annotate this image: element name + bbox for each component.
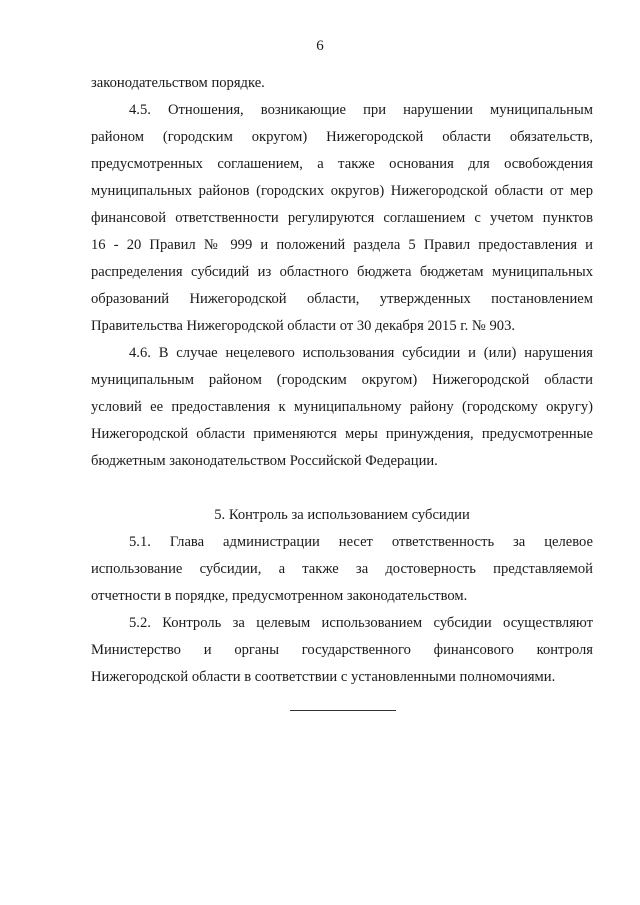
text-line: предусмотренных соглашением, а также основания для освобождения <box>91 156 593 172</box>
text-line: использование субсидии, а также за достоверность представляемой <box>91 561 593 577</box>
text-line: муниципальных районов (городских округов) Нижегородской области от мер <box>91 183 593 199</box>
text-line: законодательством порядке. <box>91 75 265 91</box>
text-line: 4.5. Отношения, возникающие при нарушении муниципальным <box>129 102 593 118</box>
section-title: 5. Контроль за использованием субсидии <box>214 507 470 523</box>
text-line: финансовой ответственности регулируются соглашением с учетом пунктов <box>91 210 593 226</box>
spacer <box>91 475 593 502</box>
text-line: Нижегородской области применяются меры принуждения, предусмотренные <box>91 426 593 442</box>
page-number: 6 <box>316 38 324 54</box>
text-line: 5.2. Контроль за целевым использованием субсидии осуществляют <box>129 615 593 631</box>
end-divider-line <box>290 710 396 711</box>
paragraph-4-5 <box>91 97 593 340</box>
text-line: 16 - 20 Правил № 999 и положений раздела 5 Правил предоставления и <box>91 237 593 253</box>
text-line: образований Нижегородской области, утвержденных постановлением <box>91 291 593 307</box>
text-line: районом (городским округом) Нижегородской области обязательств, <box>91 129 593 145</box>
document-body <box>91 70 593 691</box>
text-line: Нижегородской области в соответствии с установленными полномочиями. <box>91 669 556 685</box>
text-line: Правительства Нижегородской области от 30 декабря 2015 г. № 903. <box>91 318 516 334</box>
text-line: отчетности в порядке, предусмотренном законодательством. <box>91 588 468 604</box>
text-line: бюджетным законодательством Российской Федерации. <box>91 453 438 469</box>
paragraph-5-1 <box>91 529 593 610</box>
text-line: распределения субсидий из областного бюджета бюджетам муниципальных <box>91 264 593 280</box>
paragraph-4-6 <box>91 340 593 475</box>
paragraph-continuation <box>91 70 593 97</box>
section-heading <box>91 502 593 529</box>
text-line: 4.6. В случае нецелевого использования субсидии и (или) нарушения <box>129 345 593 361</box>
text-line: условий ее предоставления к муниципальному району (городскому округу) <box>91 399 593 415</box>
paragraph-5-2 <box>91 610 593 691</box>
text-line: муниципальным районом (городским округом) Нижегородской области <box>91 372 593 388</box>
text-line: 5.1. Глава администрации несет ответственность за целевое <box>129 534 593 550</box>
text-line: Министерство и органы государственного финансового контроля <box>91 642 593 658</box>
